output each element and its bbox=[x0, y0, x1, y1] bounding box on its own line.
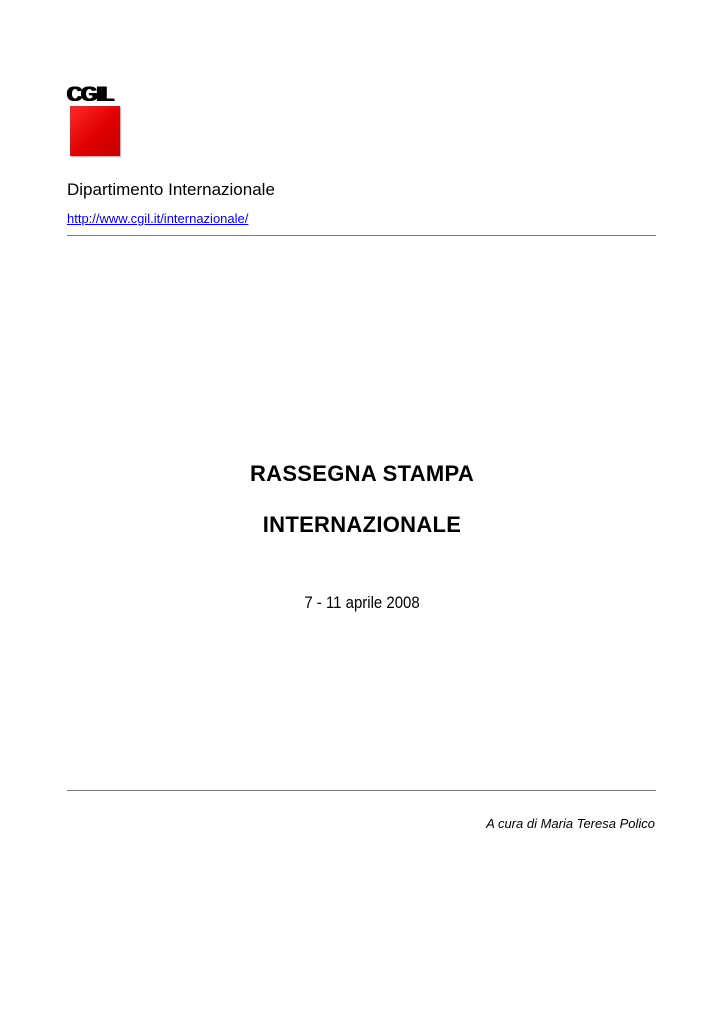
title-line-2: INTERNAZIONALE bbox=[262, 512, 462, 537]
logo-text: CGIL bbox=[67, 83, 114, 106]
footer-divider bbox=[67, 790, 656, 791]
header-divider bbox=[67, 235, 656, 236]
date-range: 7 - 11 aprile 2008 bbox=[304, 593, 420, 612]
department-name: Dipartimento Internazionale bbox=[67, 180, 275, 199]
cgil-logo bbox=[67, 84, 123, 158]
editor-credit: A cura di Maria Teresa Polico bbox=[486, 816, 655, 831]
logo-red-square bbox=[70, 106, 120, 156]
title-line-1: RASSEGNA STAMPA bbox=[249, 461, 475, 486]
department-url-link[interactable]: http://www.cgil.it/internazionale/ bbox=[67, 211, 249, 226]
